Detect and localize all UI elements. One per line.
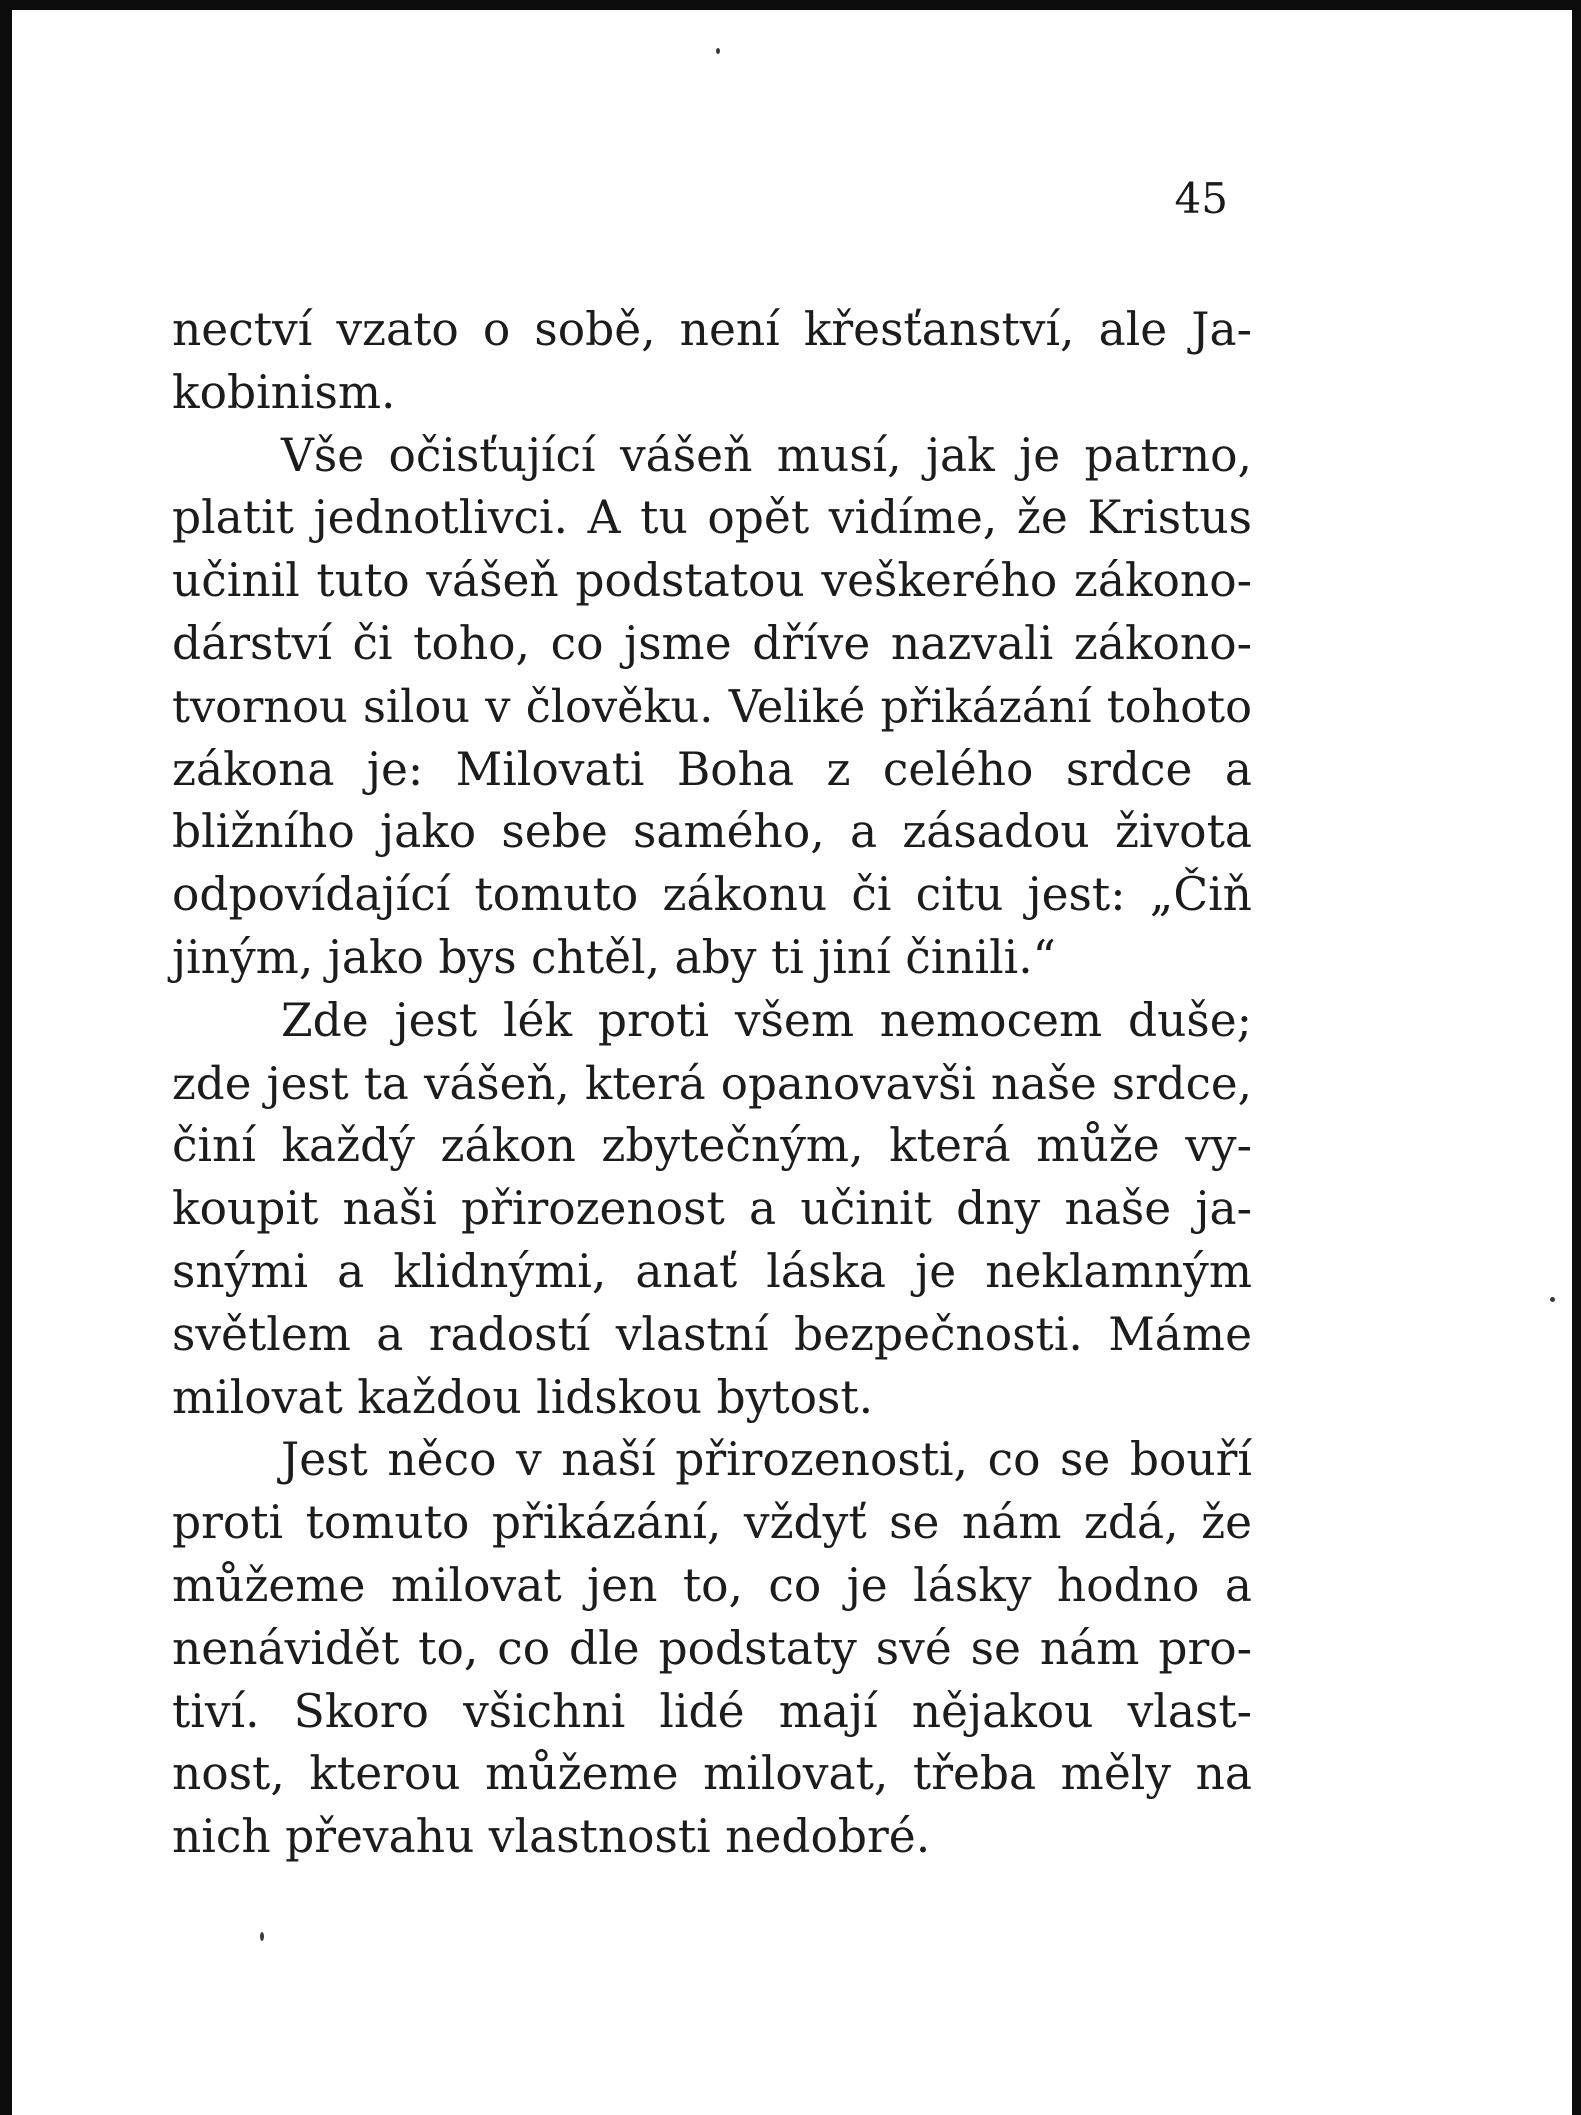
text-line: milovat každou lidskou bytost. bbox=[172, 1370, 874, 1424]
body-text bbox=[172, 299, 1252, 1869]
text-line: světlem a radostí vlastní bezpečnosti. Máme bbox=[172, 1307, 1252, 1361]
text-line: platit jednotlivci. A tu opět vidíme, že Kristus bbox=[172, 491, 1252, 545]
paragraph-2 bbox=[172, 425, 1252, 990]
text-line: nenávidět to, co dle podstaty své se nám pro- bbox=[172, 1621, 1252, 1675]
text-line: koupit naši přirozenost a učinit dny naše ja- bbox=[172, 1182, 1252, 1236]
text-line: nost, kterou můžeme milovat, třeba měly na bbox=[172, 1747, 1252, 1801]
page-number: 45 bbox=[1174, 174, 1228, 223]
paragraph-3 bbox=[172, 990, 1252, 1430]
text-line: Jest něco v naší přirozenosti, co se bouří bbox=[281, 1433, 1252, 1487]
paper-speck bbox=[1550, 1297, 1555, 1302]
text-line: Vše očisťující vášeň musí, jak je patrno, bbox=[281, 428, 1252, 482]
text-line: tiví. Skoro všichni lidé mají nějakou vlast- bbox=[172, 1684, 1252, 1738]
text-line: bližního jako sebe samého, a zásadou života bbox=[172, 805, 1252, 859]
text-line: kobinism. bbox=[172, 365, 396, 419]
text-line: nich převahu vlastnosti nedobré. bbox=[172, 1810, 931, 1864]
text-line: můžeme milovat jen to, co je lásky hodno a bbox=[172, 1558, 1252, 1612]
text-line: jiným, jako bys chtěl, aby ti jiní činili.“ bbox=[172, 930, 1056, 984]
paragraph-1 bbox=[172, 299, 1252, 425]
text-line: nectví vzato o sobě, není křesťanství, ale Ja- bbox=[172, 303, 1252, 356]
text-line: činí každý zákon zbytečným, která může vy- bbox=[172, 1119, 1252, 1173]
text-line: dárství či toho, co jsme dříve nazvali zákono- bbox=[172, 616, 1252, 670]
text-line: tvornou silou v člověku. Veliké přikázání tohoto bbox=[172, 680, 1252, 733]
text-line: zákona je: Milovati Boha z celého srdce a bbox=[172, 742, 1252, 796]
text-line: odpovídající tomuto zákonu či citu jest: „Čiň bbox=[172, 868, 1252, 922]
text-line: učinil tuto vášeň podstatou veškerého zákono- bbox=[172, 554, 1252, 608]
paper-speck bbox=[716, 48, 720, 54]
text-line: proti tomuto přikázání, vždyť se nám zdá, že bbox=[172, 1496, 1252, 1550]
paper-speck bbox=[260, 1932, 264, 1941]
text-line: snými a klidnými, anať láska je neklamným bbox=[172, 1244, 1252, 1298]
text-line: zde jest ta vášeň, která opanovavši naše srdce, bbox=[172, 1056, 1252, 1110]
text-line: Zde jest lék proti všem nemocem duše; bbox=[281, 993, 1252, 1047]
paragraph-4 bbox=[172, 1429, 1252, 1869]
